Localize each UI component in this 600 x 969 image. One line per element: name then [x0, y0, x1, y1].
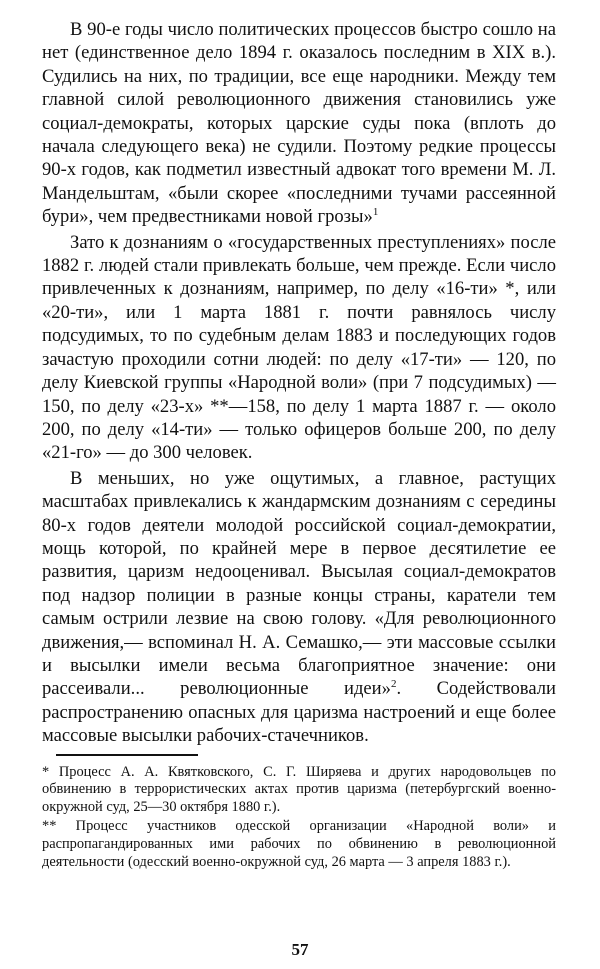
page-body — [42, 18, 556, 871]
paragraph-1-text: В 90-е годы число политических процессов быстро сошло на нет (единственное дело 1894 г. оказалось последним в XIX в.). Судились на них, по традиции, все еще народники. Между тем главной силой революционного движения становились уже социал-демократы, которых царские суды пока (вплоть до начала следующего века) не судили. Поэтому редкие процессы 90-х годов, как подметил известный адвокат того времени М. Л. Мандельштам, «были скорее «последними тучами рассеянной бури», чем предвестниками новой грозы» — [42, 19, 556, 228]
paragraph-3-text: В меньших, но уже ощутимых, а главное, растущих масштабах привлекались к жандармским дознаниям с середины 80-х годов деятели молодой российской социал-демократии, мощь которой, по крайней мере в первое десятилетие ее развития, царизм недооценивал. Высылая социал-демократов под надзор полиции в разные концы страны, каратели тем самым острили лезвие на свою голову. «Для революционного движения,— вспоминал Н. А. Семашко,— эти массовые ссылки и высылки имели весьма благоприятное значение: они рассеивали... революционные идеи» — [42, 467, 556, 700]
paragraph-3-tail: . Содействовали распространению опасных для царизма настроений и еще более массовые высылки рабочих-стачечников. — [42, 678, 556, 747]
paragraph-1 — [42, 18, 556, 229]
paragraph-2 — [42, 231, 556, 465]
paragraph-3 — [42, 467, 556, 748]
footnote-ref-1: 1 — [372, 206, 379, 219]
footnote-ref-2: 2 — [390, 678, 397, 691]
paragraph-2-text: Зато к дознаниям о «государственных преступлениях» после 1882 г. людей стали привлекать больше, чем прежде. Если число привлеченных к дознаниям, например, по делу «16-ти» *, или «20-ти», или 1 марта 1881 г. почти равнялось числу подсудимых, то по судебным делам 1883 и последующих годов зачастую проходили сотни людей: по делу «17-ти» — 120, по делу Киевской группы «Народной воли» (при 7 подсудимых) — 150, по делу «23-х» **—158, по делу 1 марта 1887 г. — около 200, по делу «14-ти» — только офицеров больше 200, по делу «21-го» — до 300 человек. — [42, 231, 556, 464]
footnote-1: * Процесс А. А. Квятковского, С. Г. Ширяева и других народовольцев по обвинению в террористических актах против царизма (петербургский военно-окружной суд, 25—30 октября 1880 г.). — [42, 763, 556, 815]
footnote-2: ** Процесс участников одесской организации «Народной воли» и распропагандированных ими рабочих по обвинению в революционной деятельности (одесский военно-окружной суд, 26 марта — 3 апреля 1883 г.). — [42, 818, 556, 870]
page-number: 57 — [291, 940, 309, 959]
footnote-divider — [56, 754, 198, 756]
